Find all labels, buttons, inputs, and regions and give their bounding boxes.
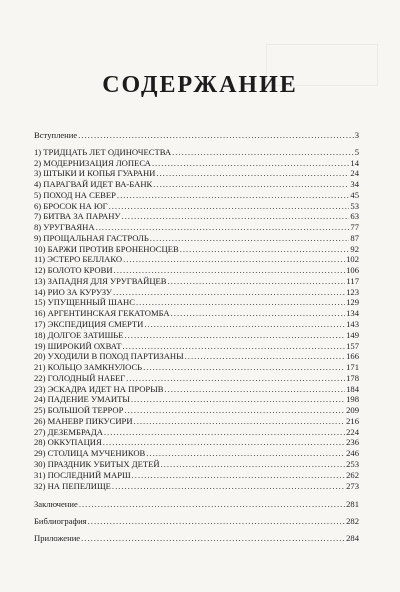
- toc-entry-chapter: [34, 330, 359, 341]
- toc-entry-page: 24: [350, 168, 359, 179]
- toc-entry-page: 198: [346, 394, 359, 405]
- toc-entry-label: 10) БАРЖИ ПРОТИВ БРОНЕНОСЦЕВ: [34, 243, 179, 254]
- leader-dots: [150, 233, 350, 244]
- leader-dots: [104, 427, 345, 438]
- leader-dots: [124, 405, 345, 416]
- toc-entry-page: 284: [346, 532, 359, 543]
- toc-entry-label: 30) ПРАЗДНИК УБИТЫХ ДЕТЕЙ: [34, 458, 160, 469]
- toc-entry-label: 18) ДОЛГОЕ ЗАТИШЬЕ: [34, 329, 124, 340]
- toc-entry-page: 117: [346, 275, 359, 286]
- leader-dots: [122, 211, 350, 222]
- toc-entry-chapter: [34, 351, 359, 362]
- toc-entry-chapter: [34, 179, 359, 190]
- chapter-list: [34, 147, 359, 492]
- toc-entry-page: 209: [346, 405, 359, 416]
- leader-dots: [125, 330, 346, 341]
- leader-dots: [164, 384, 345, 395]
- toc-entry-label: 12) БОЛОТО КРОВИ: [34, 265, 113, 276]
- toc-entry-page: 149: [346, 329, 359, 340]
- toc-entry-label: 1) ТРИДЦАТЬ ЛЕТ ОДИНОЧЕСТВА: [34, 146, 172, 157]
- toc-entry-page: 123: [346, 286, 359, 297]
- toc-entry-label: 13) ЗАПАДНЯ ДЛЯ УРУГВАЙЦЕВ: [34, 275, 167, 286]
- leader-dots: [185, 351, 345, 362]
- toc-entry-chapter: [34, 297, 359, 308]
- toc-entry-page: 157: [346, 340, 359, 351]
- toc-entry-label: 27) ДЕЗЕМБРАДА: [34, 426, 103, 437]
- toc-entry-label: 5) ПОХОД НА СЕВЕР: [34, 189, 116, 200]
- toc-entry-page: 282: [346, 516, 359, 527]
- toc-entry-page: 166: [346, 351, 359, 362]
- toc-entry-label: 4) ПАРАГВАЙ ИДЕТ ВА-БАНК: [34, 179, 153, 190]
- toc-entry-page: 63: [350, 211, 359, 222]
- toc-entry-page: 236: [346, 437, 359, 448]
- toc-entry-label: Приложение: [34, 532, 81, 543]
- toc-entry-label: 6) БРОСОК НА ЮГ: [34, 200, 108, 211]
- toc-entry-chapter: [34, 168, 359, 179]
- toc-entry-label: 9) ПРОЩАЛЬНАЯ ГАСТРОЛЬ: [34, 232, 149, 243]
- toc-entry-label: 14) РИО ЗА КУРУЗУ: [34, 286, 112, 297]
- page-title: СОДЕРЖАНИЕ: [102, 72, 298, 98]
- toc-entry-page: 45: [350, 189, 359, 200]
- toc-entry-label: 2) МОДЕРНИЗАЦИЯ ЛОПЕСА: [34, 157, 151, 168]
- leader-dots: [146, 448, 345, 459]
- toc-entry-page: 34: [350, 179, 359, 190]
- leader-dots: [123, 341, 346, 352]
- toc-entry-chapter: [34, 244, 359, 255]
- leader-dots: [88, 516, 345, 527]
- toc-entry-page: 53: [350, 200, 359, 211]
- leader-dots: [144, 319, 345, 330]
- leader-dots: [134, 416, 346, 427]
- toc-entry-conclusion: [34, 499, 359, 510]
- toc-entry-chapter: [34, 265, 359, 276]
- leader-dots: [161, 459, 346, 470]
- toc-entry-chapter: [34, 481, 359, 492]
- toc-entry-chapter: [34, 405, 359, 416]
- toc-entry-chapter: [34, 319, 359, 330]
- toc-entry-appendix: [34, 533, 359, 544]
- toc-entry-label: Библиография: [34, 516, 87, 527]
- toc-entry-chapter: [34, 222, 359, 233]
- toc-entry-page: 273: [346, 480, 359, 491]
- toc-entry-label: 32) НА ПЕПЕЛИЩЕ: [34, 480, 111, 491]
- toc-entry-chapter: [34, 233, 359, 244]
- toc-entry-label: 8) УРУГВАЯНА: [34, 222, 95, 233]
- toc-entry-page: 216: [346, 415, 359, 426]
- toc-entry-chapter: [34, 190, 359, 201]
- leader-dots: [123, 254, 345, 265]
- toc-entry-chapter: [34, 459, 359, 470]
- toc-entry-label: 11) ЭСТЕРО БЕЛЛАКО: [34, 254, 123, 265]
- toc-entry-chapter: [34, 211, 359, 222]
- table-of-contents: [34, 130, 359, 544]
- leader-dots: [78, 130, 354, 141]
- toc-entry-label: 16) АРГЕНТИНСКАЯ ГЕКАТОМБА: [34, 308, 170, 319]
- leader-dots: [156, 168, 349, 179]
- toc-entry-chapter: [34, 308, 359, 319]
- leader-dots: [117, 190, 349, 201]
- toc-entry-chapter: [34, 362, 359, 373]
- leader-dots: [96, 222, 350, 233]
- toc-entry-bibliography: [34, 516, 359, 527]
- toc-entry-chapter: [34, 394, 359, 405]
- toc-entry-label: 23) ЭСКАДРА ИДЕТ НА ПРОРЫВ: [34, 383, 164, 394]
- toc-entry-label: 29) СТОЛИЦА МУЧЕНИКОВ: [34, 448, 146, 459]
- leader-dots: [136, 297, 345, 308]
- toc-entry-label: 20) УХОДИЛИ В ПОХОД ПАРТИЗАНЫ: [34, 351, 184, 362]
- toc-entry-page: 281: [346, 499, 359, 510]
- toc-entry-page: 87: [350, 232, 359, 243]
- leader-dots: [152, 158, 350, 169]
- toc-entry-chapter: [34, 416, 359, 427]
- toc-entry-page: 102: [346, 254, 359, 265]
- leader-dots: [132, 470, 345, 481]
- toc-entry-label: Вступление: [34, 130, 78, 140]
- toc-entry-label: 28) ОККУПАЦИЯ: [34, 437, 102, 448]
- leader-dots: [171, 308, 345, 319]
- toc-entry-label: 26) МАНЕВР ПИКУСИРИ: [34, 415, 133, 426]
- toc-entry-label: Заключение: [34, 499, 78, 510]
- toc-entry-label: 19) ШИРОКИЙ ОХВАТ: [34, 340, 122, 351]
- toc-entry-chapter: [34, 147, 359, 158]
- toc-entry-chapter: [34, 341, 359, 352]
- toc-entry-page: 246: [346, 448, 359, 459]
- toc-entry-page: 178: [346, 372, 359, 383]
- toc-entry-chapter: [34, 427, 359, 438]
- toc-entry-chapter: [34, 384, 359, 395]
- toc-entry-page: 106: [346, 265, 359, 276]
- toc-entry-intro: [34, 130, 359, 141]
- leader-dots: [112, 481, 345, 492]
- leader-dots: [131, 394, 345, 405]
- toc-entry-label: 7) БИТВА ЗА ПАРАНУ: [34, 211, 121, 222]
- toc-entry-chapter: [34, 201, 359, 212]
- leader-dots: [180, 244, 350, 255]
- toc-entry-chapter: [34, 287, 359, 298]
- toc-entry-label: 22) ГОЛОДНЫЙ НАБЕГ: [34, 372, 126, 383]
- toc-entry-label: 21) КОЛЬЦО ЗАМКНУЛОСЬ: [34, 362, 143, 373]
- toc-entry-page: 143: [346, 319, 359, 330]
- toc-entry-chapter: [34, 254, 359, 265]
- toc-entry-page: 3: [354, 130, 359, 140]
- toc-entry-page: 224: [346, 426, 359, 437]
- toc-entry-chapter: [34, 373, 359, 384]
- toc-entry-page: 77: [350, 222, 359, 233]
- toc-entry-page: 253: [346, 458, 359, 469]
- toc-entry-chapter: [34, 470, 359, 481]
- leader-dots: [153, 179, 349, 190]
- leader-dots: [109, 201, 350, 212]
- leader-dots: [81, 533, 345, 544]
- toc-entry-label: 15) УПУЩЕННЫЙ ШАНС: [34, 297, 135, 308]
- toc-entry-page: 5: [354, 146, 359, 157]
- toc-entry-chapter: [34, 437, 359, 448]
- toc-entry-label: 25) БОЛЬШОЙ ТЕРРОР: [34, 405, 124, 416]
- toc-entry-chapter: [34, 448, 359, 459]
- leader-dots: [103, 437, 345, 448]
- toc-entry-label: 3) ШТЫКИ И КОПЬЯ ГУАРАНИ: [34, 168, 156, 179]
- toc-entry-page: 129: [346, 297, 359, 308]
- toc-entry-page: 184: [346, 383, 359, 394]
- toc-entry-label: 31) ПОСЛЕДНИЙ МАРШ: [34, 469, 131, 480]
- leader-dots: [143, 362, 345, 373]
- leader-dots: [114, 265, 346, 276]
- leader-dots: [168, 276, 346, 287]
- toc-entry-chapter: [34, 276, 359, 287]
- toc-entry-page: 92: [350, 243, 359, 254]
- leader-dots: [126, 373, 345, 384]
- toc-entry-chapter: [34, 158, 359, 169]
- leader-dots: [172, 147, 354, 158]
- toc-entry-label: 17) ЭКСПЕДИЦИЯ СМЕРТИ: [34, 319, 144, 330]
- leader-dots: [113, 287, 345, 298]
- toc-entry-label: 24) ПАДЕНИЕ УМАИТЫ: [34, 394, 130, 405]
- toc-entry-page: 171: [346, 362, 359, 373]
- toc-entry-page: 14: [350, 157, 359, 168]
- leader-dots: [79, 499, 345, 510]
- toc-entry-page: 262: [346, 469, 359, 480]
- toc-entry-page: 134: [346, 308, 359, 319]
